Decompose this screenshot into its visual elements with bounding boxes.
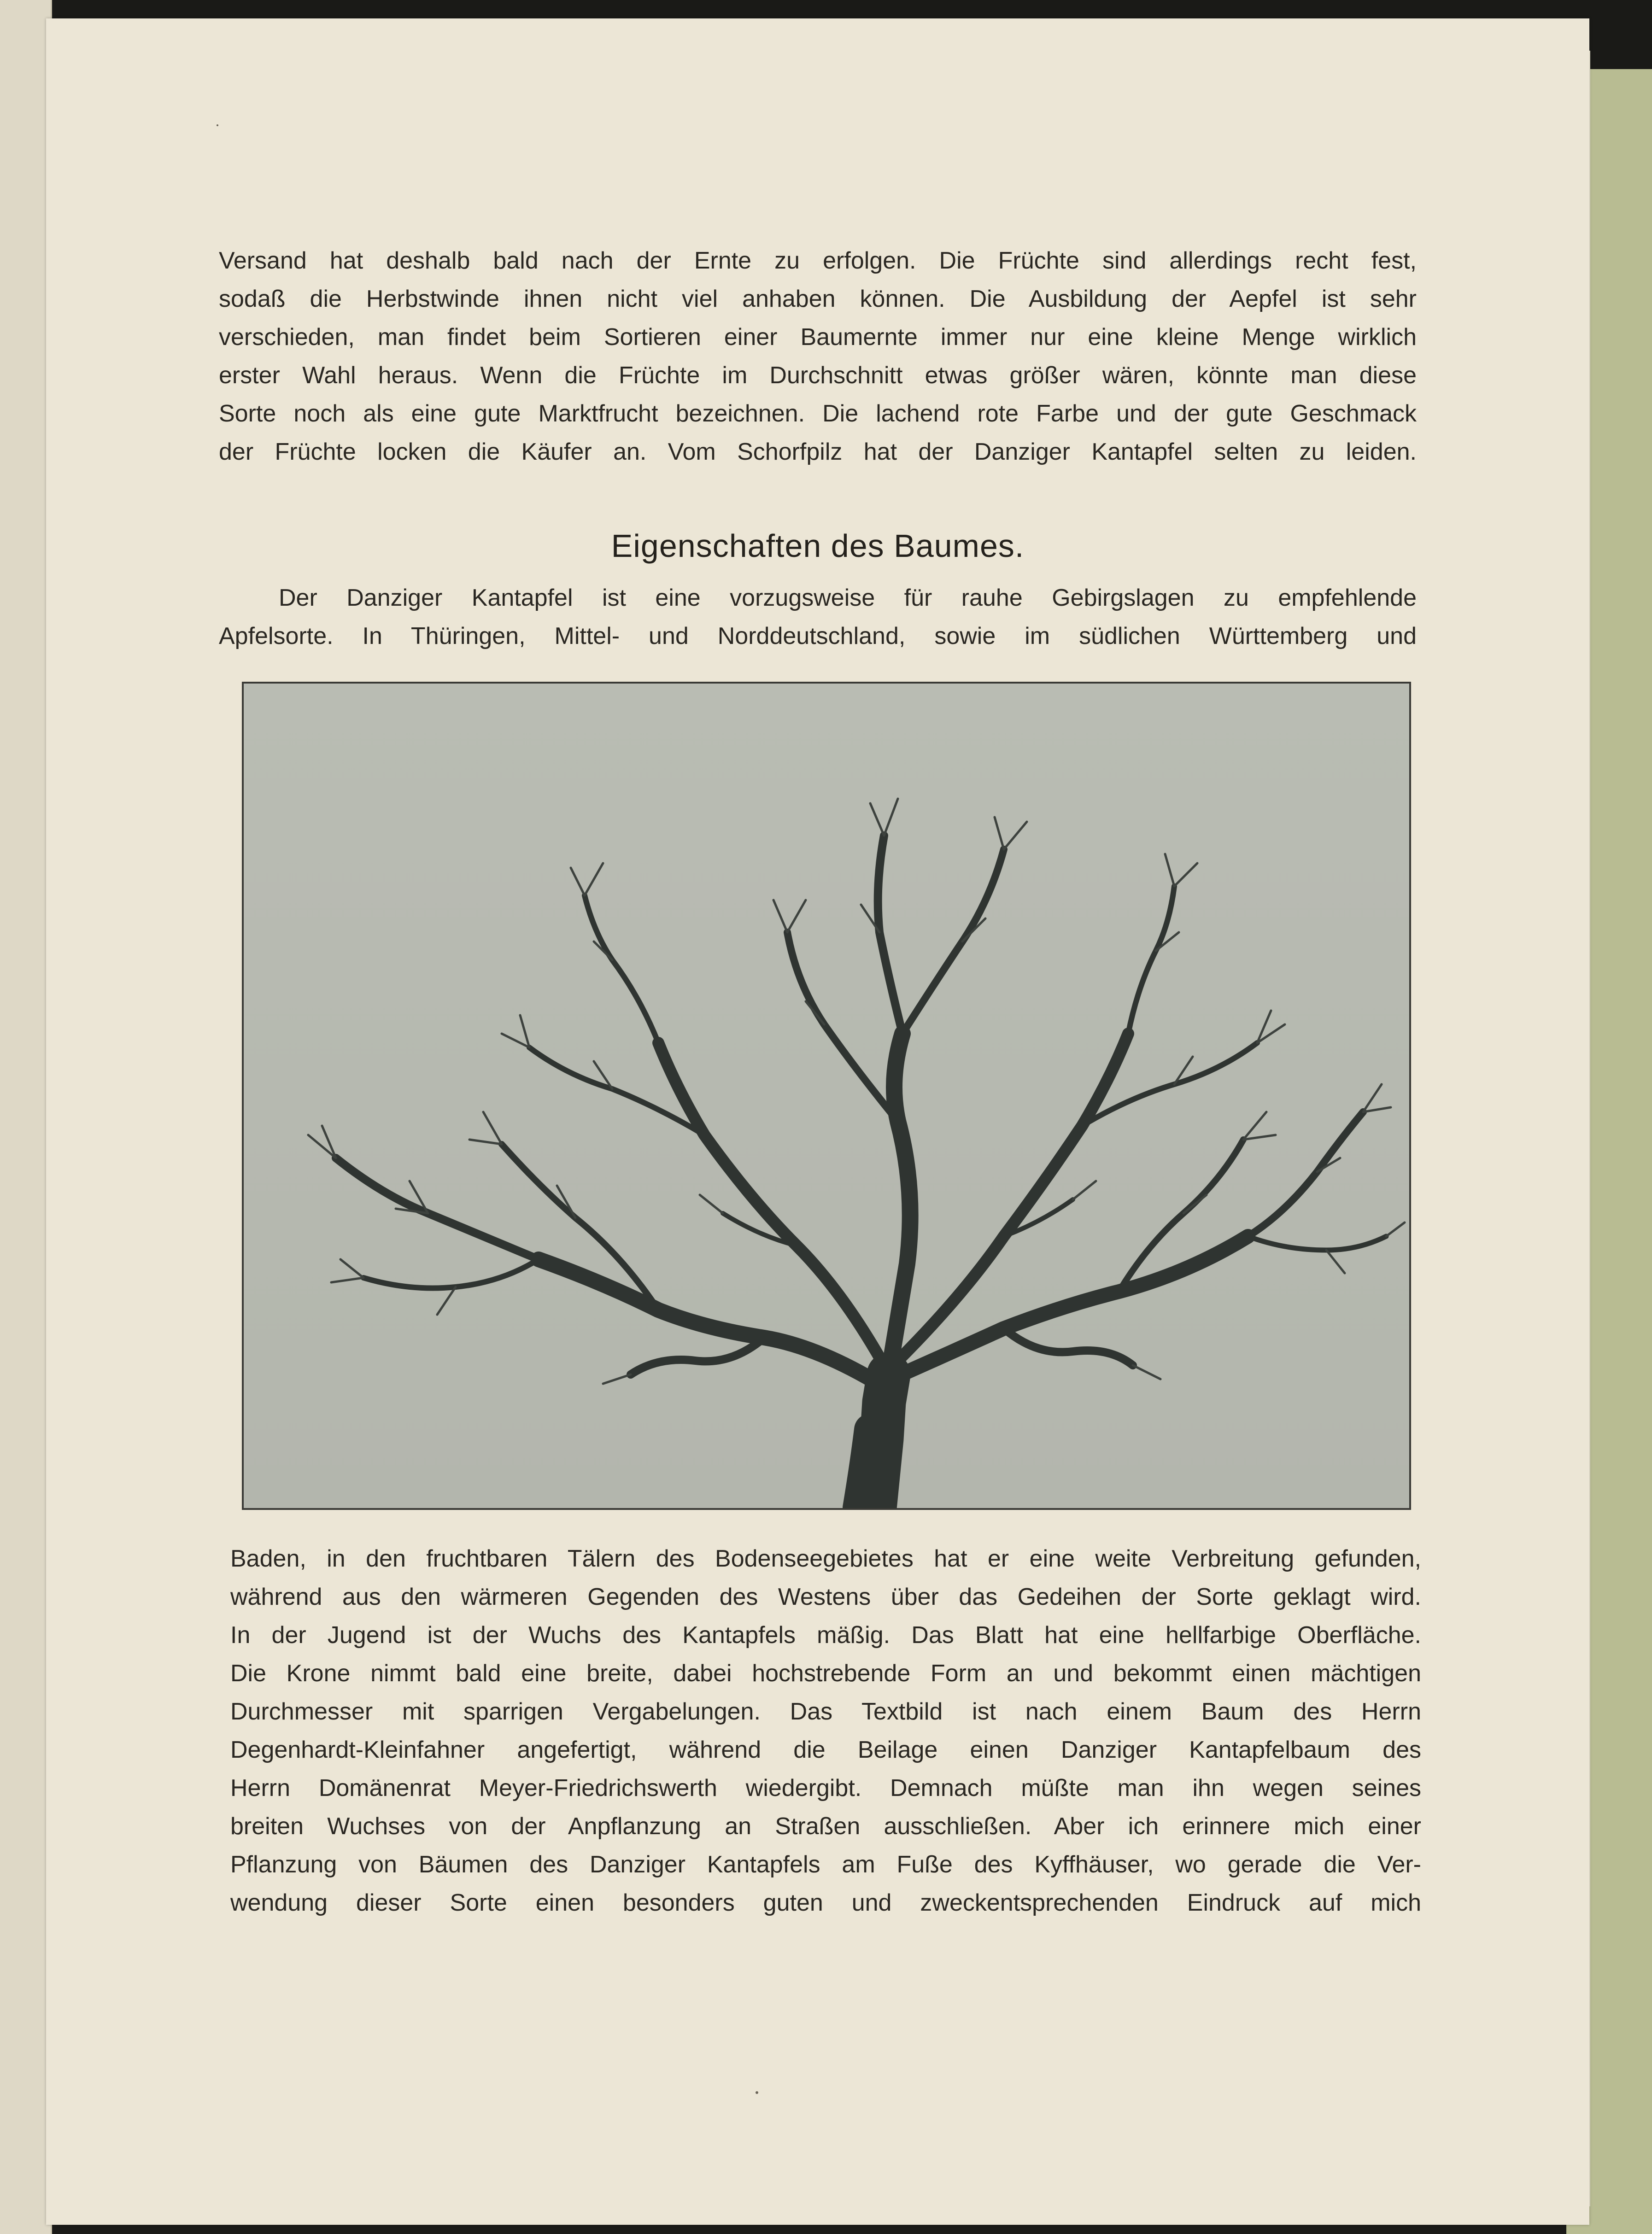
bare-tree-illustration xyxy=(244,684,1409,1508)
bottom-paragraph xyxy=(230,1540,1421,1922)
text-line: Herrn Domänenrat Meyer-Friedrichswerth wiedergibt. Demnach müßte man ihn wegen seines xyxy=(230,1775,1421,1801)
text-line: Baden, in den fruchtbaren Tälern des Bodenseegebietes hat er eine weite Verbreitung gefunden, xyxy=(230,1545,1421,1572)
text-line: während aus den wärmeren Gegenden des Westens über das Gedeihen der Sorte geklagt wird. xyxy=(230,1584,1421,1610)
paper-speck xyxy=(756,2091,758,2094)
text-line: Sorte noch als eine gute Marktfrucht bezeichnen. Die lachend rote Farbe und der gute Geschmack xyxy=(219,400,1417,427)
top-paragraph xyxy=(219,242,1417,471)
text-line: In der Jugend ist der Wuchs des Kantapfels mäßig. Das Blatt hat eine hellfarbige Oberfläche. xyxy=(230,1622,1421,1649)
book-spine xyxy=(0,0,52,2234)
text-line: breiten Wuchses von der Anpflanzung an Straßen ausschließen. Aber ich erinnere mich einer xyxy=(230,1813,1421,1840)
paper-speck xyxy=(217,124,218,126)
text-line: erster Wahl heraus. Wenn die Früchte im Durchschnitt etwas größer wären, könnte man diese xyxy=(219,362,1417,389)
mid-paragraph xyxy=(219,579,1417,655)
text-line: sodaß die Herbstwinde ihnen nicht viel anhaben können. Die Ausbildung der Aepfel ist sehr xyxy=(219,286,1417,312)
text-line: Der Danziger Kantapfel ist eine vorzugsweise für rauhe Gebirgslagen zu empfehlende xyxy=(279,585,1417,611)
text-line: Apfelsorte. In Thüringen, Mittel- und Norddeutschland, sowie im südlichen Württemberg und xyxy=(219,623,1417,649)
text-line: Durchmesser mit sparrigen Vergabelungen. Das Textbild ist nach einem Baum des Herrn xyxy=(230,1698,1421,1725)
text-line: Pflanzung von Bäumen des Danziger Kantapfels am Fuße des Kyffhäuser, wo gerade die Ver- xyxy=(230,1851,1421,1878)
section-heading: Eigenschaften des Baumes. xyxy=(611,528,1025,564)
text-line: Die Krone nimmt bald eine breite, dabei hochstrebende Form an und bekommt einen mächtigen xyxy=(230,1660,1421,1687)
text-line: Degenhardt-Kleinfahner angefertigt, während die Beilage einen Danziger Kantapfelbaum des xyxy=(230,1737,1421,1763)
tree-photograph xyxy=(242,682,1411,1510)
text-line: Versand hat deshalb bald nach der Ernte zu erfolgen. Die Früchte sind allerdings recht fest, xyxy=(219,247,1417,274)
text-line: verschieden, man findet beim Sortieren einer Baumernte immer nur eine kleine Menge wirklich xyxy=(219,324,1417,351)
book-page xyxy=(46,18,1589,2225)
text-line: der Früchte locken die Käufer an. Vom Schorfpilz hat der Danziger Kantapfel selten zu leiden. xyxy=(219,439,1417,465)
text-line: wendung dieser Sorte einen besonders guten und zweckentsprechenden Eindruck auf mich xyxy=(230,1889,1421,1916)
